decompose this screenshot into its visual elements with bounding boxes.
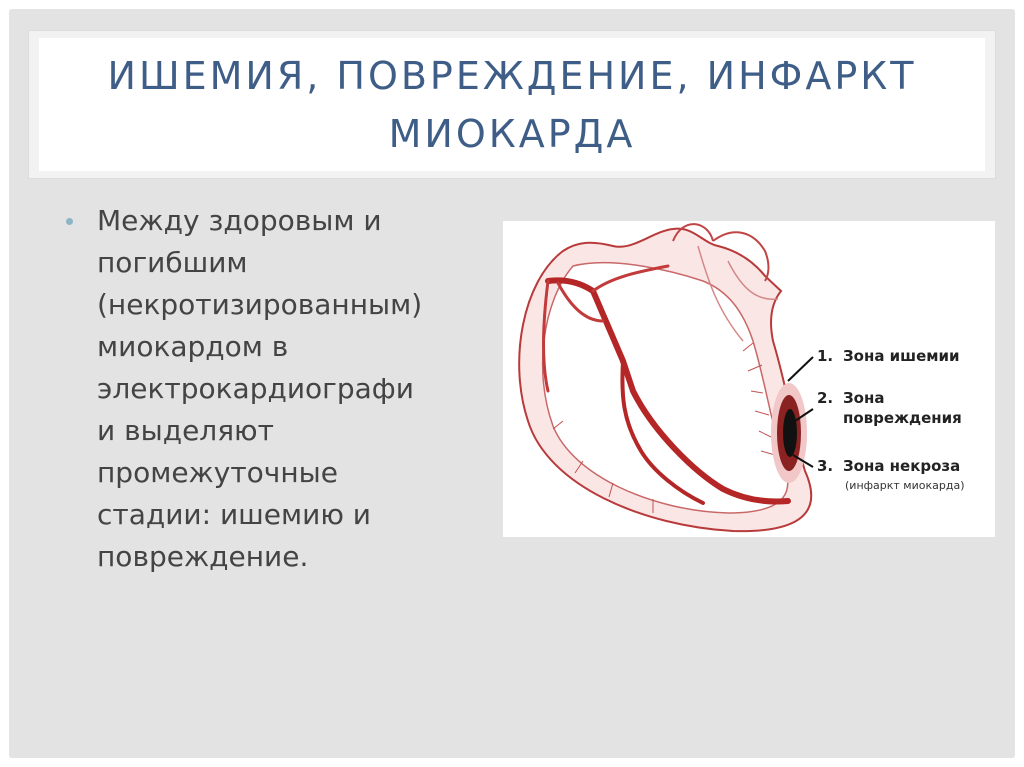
heart-diagram — [503, 221, 995, 537]
zone-3-note: (инфаркт миокарда) — [845, 479, 965, 492]
zone-1-number: 1. — [817, 347, 834, 365]
bullet-text: Между здоровым и погибшим (некротизированным) миокардом в электрокардиографи и выделяют промежуточные стадии: ишемию и повреждение. — [97, 204, 423, 573]
zone-2-title: Зона повреждения — [843, 389, 962, 427]
bullet-marker — [66, 218, 73, 225]
zone-3-title: Зона некроза — [843, 457, 961, 475]
necrosis-zone — [783, 409, 797, 457]
slide-title: ИШЕМИЯ, ПОВРЕЖДЕНИЕ, ИНФАРКТ МИОКАРДА — [107, 53, 917, 156]
pointer-line-1 — [788, 357, 813, 381]
zone-2-number: 2. — [817, 389, 834, 407]
zone-1-title: Зона ишемии — [843, 347, 960, 365]
bullet-list — [66, 200, 486, 578]
title-frame — [28, 30, 996, 179]
heart-illustration — [503, 221, 995, 537]
title-area — [39, 38, 985, 171]
zone-3-number: 3. — [817, 457, 834, 475]
